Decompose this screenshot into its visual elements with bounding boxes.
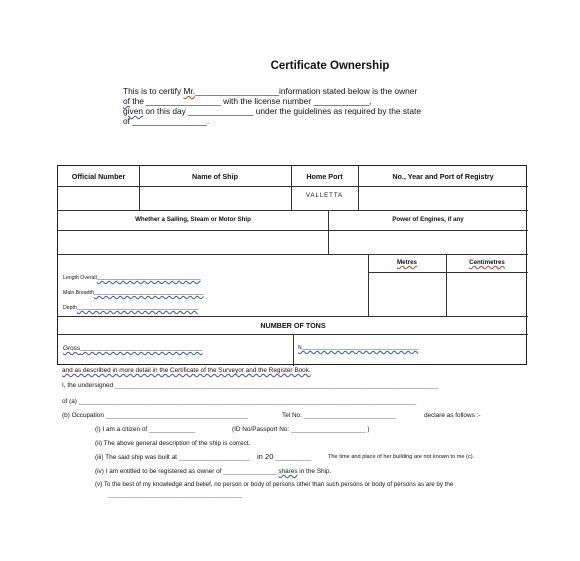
metres-label: Metres bbox=[397, 259, 417, 266]
description-correct: (ii) The above general description of the ship is correct. bbox=[95, 440, 251, 447]
undersigned-line: I, the undersigned ___________________________________________________________________________________________ bbox=[62, 382, 439, 389]
of-a-line: of (a) _______________________________________________________________________________________________ bbox=[62, 398, 417, 405]
tel-line: Tel No: __________________________ bbox=[282, 412, 397, 419]
id-line: (ID No/Passport No: _____________________ ) bbox=[232, 426, 370, 433]
built-at-line: (iii) The said ship was built at ____________________ bbox=[95, 454, 250, 461]
intro-line-3: given on this day ______________ under the guidelines as required by the state bbox=[123, 106, 422, 116]
intro-line-2: of the ________________ with the license number ____________, bbox=[123, 96, 372, 106]
home-port-value: VALLETTA bbox=[305, 193, 344, 199]
engine-power-label: Power of Engines, if any bbox=[392, 216, 464, 223]
header-home-port: Home Port bbox=[306, 172, 343, 181]
tons-header: NUMBER OF TONS bbox=[260, 321, 326, 330]
citizen-line: (i) I am a citizen of _____________ bbox=[95, 426, 196, 433]
page-title: Certificate Ownership bbox=[270, 60, 390, 72]
built-year-line: in 20 __________ bbox=[257, 452, 311, 461]
main-breadth-label: Main Breadth______________________________________ bbox=[63, 290, 204, 296]
intro-line-1: This is to certify Mr.__________________information stated below is the owner bbox=[123, 86, 418, 96]
depth-label: Depth__________________________________________ bbox=[63, 305, 199, 311]
header-official-number: Official Number bbox=[71, 172, 126, 181]
intro-line-4: of ________________. bbox=[123, 116, 210, 126]
length-overall-label: Length Overall____________________________________ bbox=[63, 275, 201, 281]
described-text: and as described in more detail in the Certificate of the Surveyor and the Register Book. bbox=[62, 367, 311, 374]
gross-label: Gross____________________________________________ bbox=[63, 345, 203, 352]
ship-type-label: Whether a Sailing, Steam or Motor Ship bbox=[135, 216, 251, 223]
knowledge-continuation-line: _______________________________________ bbox=[108, 491, 243, 498]
header-registry: No., Year and Port of Registry bbox=[392, 172, 494, 181]
header-name-of-ship: Name of Ship bbox=[192, 172, 238, 181]
occupation-line: (b) Occupation ________________________________________ bbox=[62, 412, 248, 419]
centimetres-label: Centimetres bbox=[469, 259, 505, 266]
owner-entitled-line: (iv) I am entitled to be registered as owner of _______________ shares in the Ship. bbox=[95, 468, 332, 475]
declare-text: declare as follows :- bbox=[424, 412, 481, 419]
knowledge-belief-text: (v) To the best of my knowledge and belief, no person or body of persons other than such persons or body of persons as are by the bbox=[95, 481, 454, 488]
registry-table bbox=[57, 165, 527, 365]
built-unknown-text: The time and place of her building are not known to me (c). bbox=[328, 454, 475, 460]
net-field[interactable]: N__________________________________________ bbox=[298, 345, 419, 351]
mr-text: Mr. bbox=[183, 86, 196, 96]
